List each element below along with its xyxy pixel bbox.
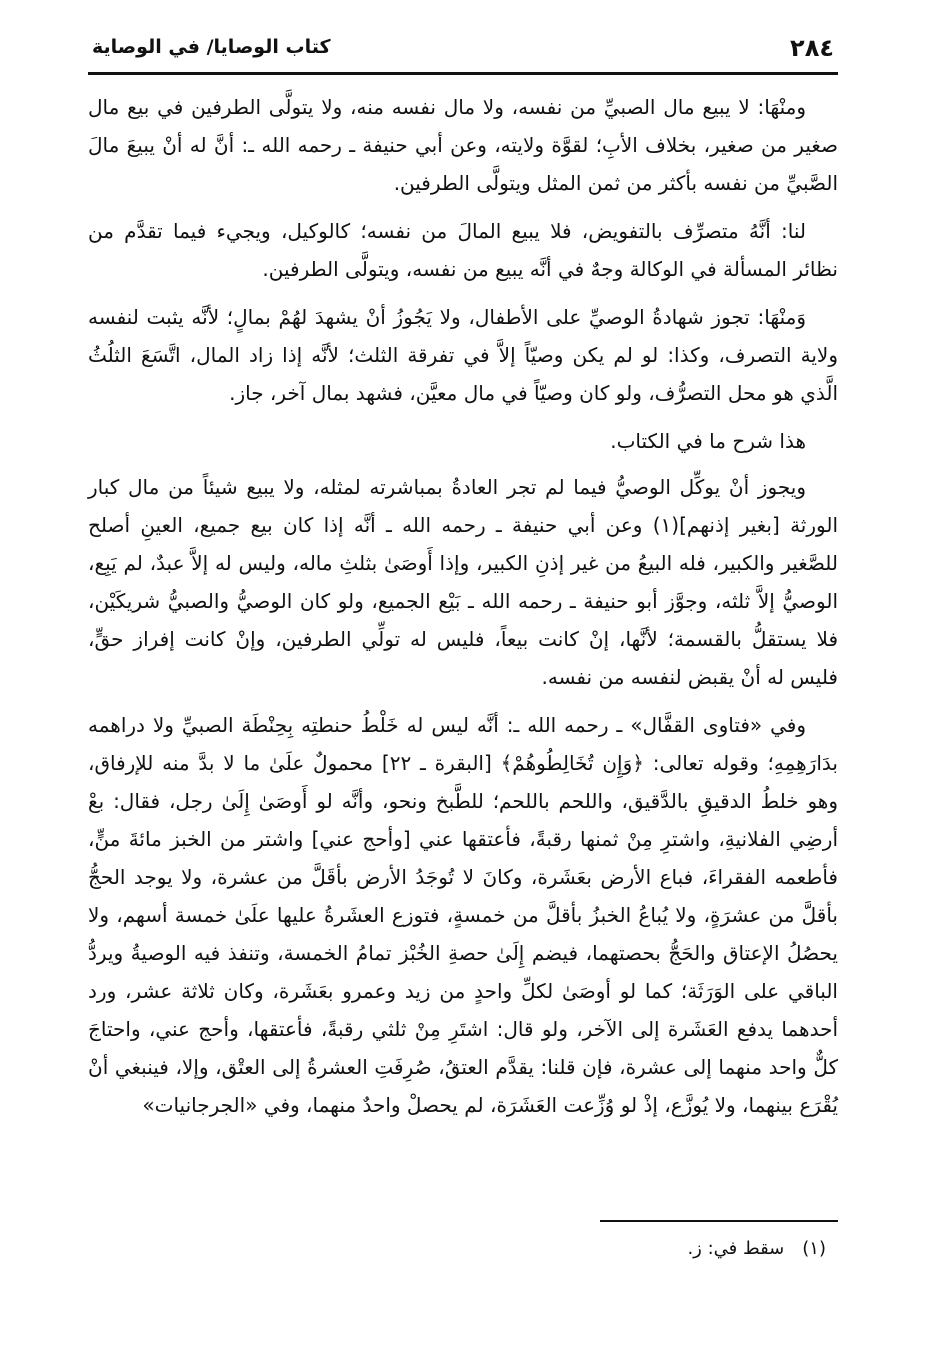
page-number: ٢٨٤ <box>790 34 834 62</box>
footnote <box>687 1234 826 1264</box>
footnote-separator <box>600 1220 838 1222</box>
main-text <box>88 88 838 1134</box>
footnote-text: سقط في: ز. <box>687 1238 785 1259</box>
document-page <box>88 28 838 1338</box>
paragraph: ومنْهَا: لا يبيع مال الصبيِّ من نفسه، ولا مال نفسه منه، ولا يتولَّى الطرفين في بيع مال صغير من صغير، بخلاف الأبِ؛ لقوَّة ولايته، وعن أبي حنيفة ـ رحمه الله ـ: أنَّ له أنْ يبيعَ مالَ الصَّبيِّ من نفسه بأكثر من ثمن المثل ويتولَّى الطرفين. <box>88 95 838 195</box>
paragraph: لنا: أنَّهُ متصرِّف بالتفويض، فلا يبيع المالَ من نفسه؛ كالوكيل، ويجيء فيما تقدَّم من نظائر المسألة في الوكالة وجهٌ في أنَّه يبيع من نفسه، ويتولَّى الطرفين. <box>88 219 838 281</box>
paragraph: ويجوز أنْ يوكِّل الوصيُّ فيما لم تجر العادةُ بمباشرته لمثله، ولا يبيع شيئاً من مال كبار الورثة [بغير إذنهم](١) وعن أبي حنيفة ـ رحمه الله ـ أنَّه إذا كان بيع جميع، العينِ أصلح للصَّغير والكبير، فله البيعُ من غير إذنِ الكبير، وإذا أَوصَىٰ بثلثِ ماله، وليس له إلاَّ عبدٌ، لم يَبِع، الوصيُّ إلاَّ ثلثه، وجوَّز أبو حنيفة ـ رحمه الله ـ بَيْع الجميع، ولو كان الوصيُّ والصبيُّ شريكَيْن، فلا يستقلُّ بالقسمة؛ لأنَّها، إنْ كانت بيعاً، فليس له تولِّي الطرفين، وإنْ كانت إفراز حقٍّ، فليس له أنْ يقبض لنفسه من نفسه. <box>88 475 838 689</box>
running-title: كتاب الوصايا/ في الوصاية <box>92 36 331 58</box>
page-header <box>88 28 838 75</box>
paragraph: هذا شرح ما في الكتاب. <box>610 429 806 453</box>
paragraph: وفي «فتاوى القفَّال» ـ رحمه الله ـ: أنَّه ليس له خَلْطُ حنطتِه بِحِنْطَة الصبيِّ ولا دراهمه بدَارَهِمِهِ؛ وقوله تعالى: ﴿وَإِن تُخَالِطُوهُمْ﴾ [البقرة ـ ٢٢] محمولٌ علَىٰ ما لا بدَّ منه للإرفاق، وهو خلطُ الدقيقِ بالدَّقيق، واللحم باللحم؛ للطَّبخ ونحو، وأنَّه لو أَوصَىٰ إِلَىٰ رجل، فقال: بعْ أرضِي الفلانيةِ، واشترِ مِنْ ثمنها رقبةً، فأعتقها عني [وأحج عني] واشتر من الخبز مائةَ منٍّ، فأطعمه الفقراءَ، فباع الأرض بعَشَرة، وكانَ لا تُوجَدُ الأرض بأقَلَّ من عشرة، ولا يوجد الحجُّ بأقلَّ من عشرَةٍ، ولا يُباعُ الخبزُ بأقلَّ من خمسةٍ، فتوزع العشَرةُ عليها علَىٰ خمسة أسهم، ولا يحصُلُ الإعتاق والحَجُّ بحصتهما، فيضم إِلَىٰ حصةِ الخُبْز تمامُ الخمسة، وتنفذ فيه الوصيةُ ويردُّ الباقي على الوَرَثَة؛ كما لو أوصَىٰ لكلِّ واحدٍ من زيد وعمرو بعَشَرة، وكان ثلاثة عشر، ورد أحدهما يدفع العَشَرة إلى الآخر، ولو قال: اشتَرِ مِنْ ثلثي رقبةً، فأعتقها، وأحج عني، واحتاجَ كلٌّ واحد منهما إلى عشرة، فإن قلنا: يقدَّم العتقُ، صُرِفَتِ العشرةُ إلى العتْق، وإلا، فينبغي أنْ يُقْرَع بينهما، ولا يُوزَّع، إذْ لو وُزِّعت العَشَرَة، لم يحصلْ واحدٌ منهما، وفي «الجرجانيات» <box>88 713 838 1117</box>
footnote-number: (١) <box>802 1238 826 1259</box>
paragraph: وَمنْهَا: تجوز شهادةُ الوصيِّ على الأطفال، ولا يَجُوزُ أنْ يشهدَ لهُمْ بمالٍ؛ لأنَّه يثبت لنفسه ولاية التصرف، وكذا: لو لم يكن وصيّاً إلاَّ في تفرقة الثلث؛ لأنَّه إذا زاد المال، اتَّسَعَ الثلُثُ الَّذي هو محل التصرُّف، ولو كان وصيّاً في مال معيَّن، فشهد بمال آخر، جاز. <box>88 305 838 405</box>
